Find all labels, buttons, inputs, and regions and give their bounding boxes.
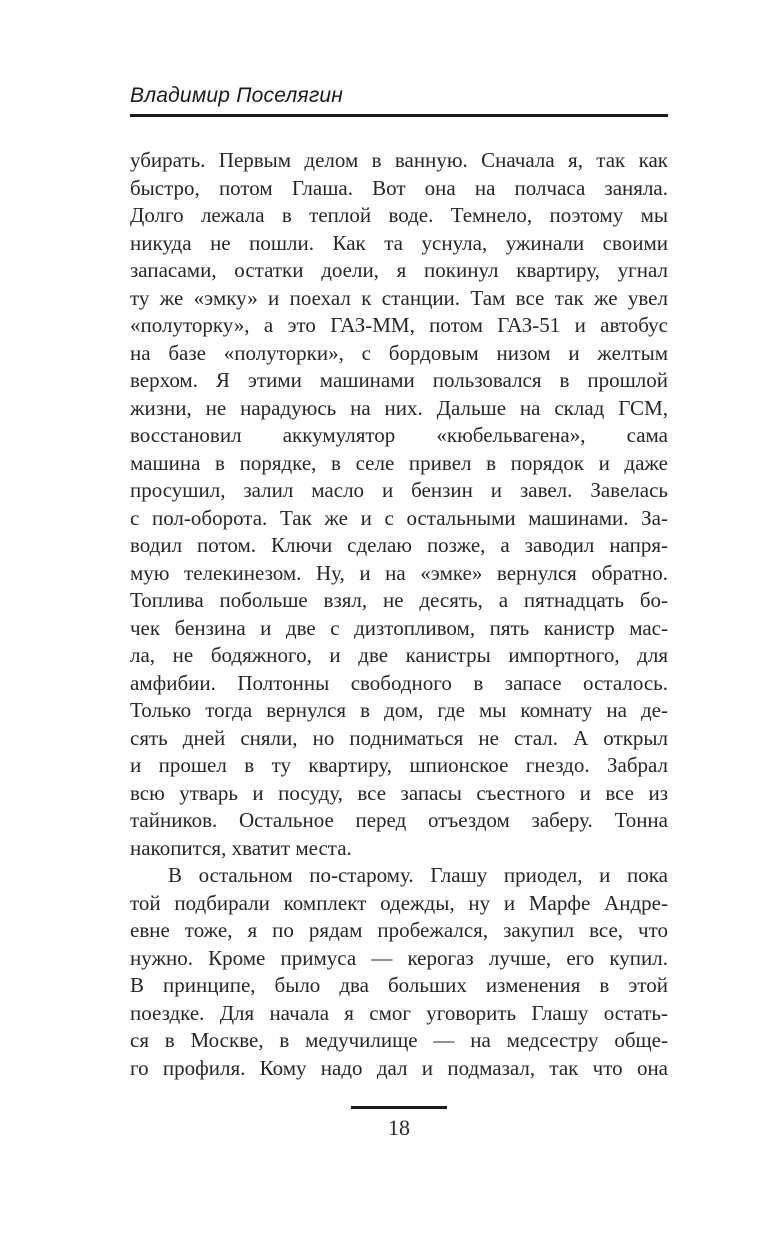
text-line: амфибии. Полтонны свободного в запасе осталось. [130, 670, 668, 695]
text-line: всю утварь и посуду, все запасы съестного и все из [130, 780, 668, 805]
text-line: поездке. Для начала я смог уговорить Глашу остать- [130, 1000, 668, 1025]
text-line: быстро, потом Глаша. Вот она на полчаса заняла. [130, 175, 668, 200]
text-line: нужно. Кроме примуса — керогаз лучше, его купил. [130, 945, 668, 970]
text-line: ла, не бодяжного, и две канистры импортного, для [130, 643, 668, 667]
page-number: 18 [388, 1115, 410, 1140]
text-line: убирать. Первым делом в ванную. Сначала я, так как [130, 148, 668, 172]
text-line: запасами, остатки доели, я покинул квартиру, угнал [130, 258, 668, 282]
text-line: верхом. Я этими машинами пользовался в прошлой [130, 368, 668, 392]
text-line: сять дней сняли, но подниматься не стал. А открыл [130, 725, 668, 750]
body-text [130, 147, 668, 1082]
header-rule [130, 114, 668, 117]
text-line: Топлива побольше взял, не десять, а пятнадцать бо- [130, 588, 668, 612]
page-footer [130, 1106, 668, 1141]
text-line: накопится, хватит места. [130, 835, 352, 860]
text-line: Долго лежала в теплой воде. Темнело, поэтому мы [130, 203, 668, 227]
text-line: машина в порядке, в селе привел в порядок и даже [130, 450, 668, 475]
text-line: чек бензина и две с дизтопливом, пять канистр мас- [130, 615, 668, 640]
text-line: той подбирали комплект одежды, ну и Марфе Андре- [130, 890, 668, 915]
text-line: тайников. Остальное перед отъездом заберу. Тонна [130, 808, 668, 832]
running-header-author: Владимир Поселягин [130, 84, 344, 107]
text-line: ту же «эмку» и поехал к станции. Там все так же увел [130, 285, 668, 310]
footer-rule [351, 1106, 447, 1109]
text-line: Только тогда вернулся в дом, где мы комнату на де- [130, 698, 668, 722]
text-line: евне тоже, я по рядам пробежался, закупил все, что [130, 918, 668, 942]
text-line: восстановил аккумулятор «кюбельвагена», сама [130, 423, 668, 447]
text-line: «полуторку», а это ГАЗ-ММ, потом ГАЗ-51 и автобус [130, 313, 668, 337]
text-line: жизни, не нарадуюсь на них. Дальше на склад ГСМ, [130, 395, 668, 420]
text-line: го профиля. Кому надо дал и подмазал, так что она [130, 1055, 668, 1080]
text-line: просушил, залил масло и бензин и завел. Завелась [130, 478, 668, 502]
text-line: и прошел в ту квартиру, шпионское гнездо. Забрал [130, 753, 668, 777]
text-line: В остальном по-старому. Глашу приодел, и пока [168, 863, 668, 887]
text-line: мую телекинезом. Ну, и на «эмке» вернулся обратно. [130, 560, 668, 585]
text-line: никуда не пошли. Как та уснула, ужинали своими [130, 230, 668, 255]
text-line: на базе «полуторки», с бордовым низом и желтым [130, 340, 668, 365]
text-line: водил потом. Ключи сделаю позже, а заводил напря- [130, 533, 668, 557]
text-line: с пол-оборота. Так же и с остальными машинами. За- [130, 505, 668, 530]
text-line: В принципе, было два больших изменения в этой [130, 973, 668, 997]
text-line: ся в Москве, в медучилище — на медсестру обще- [130, 1028, 668, 1052]
